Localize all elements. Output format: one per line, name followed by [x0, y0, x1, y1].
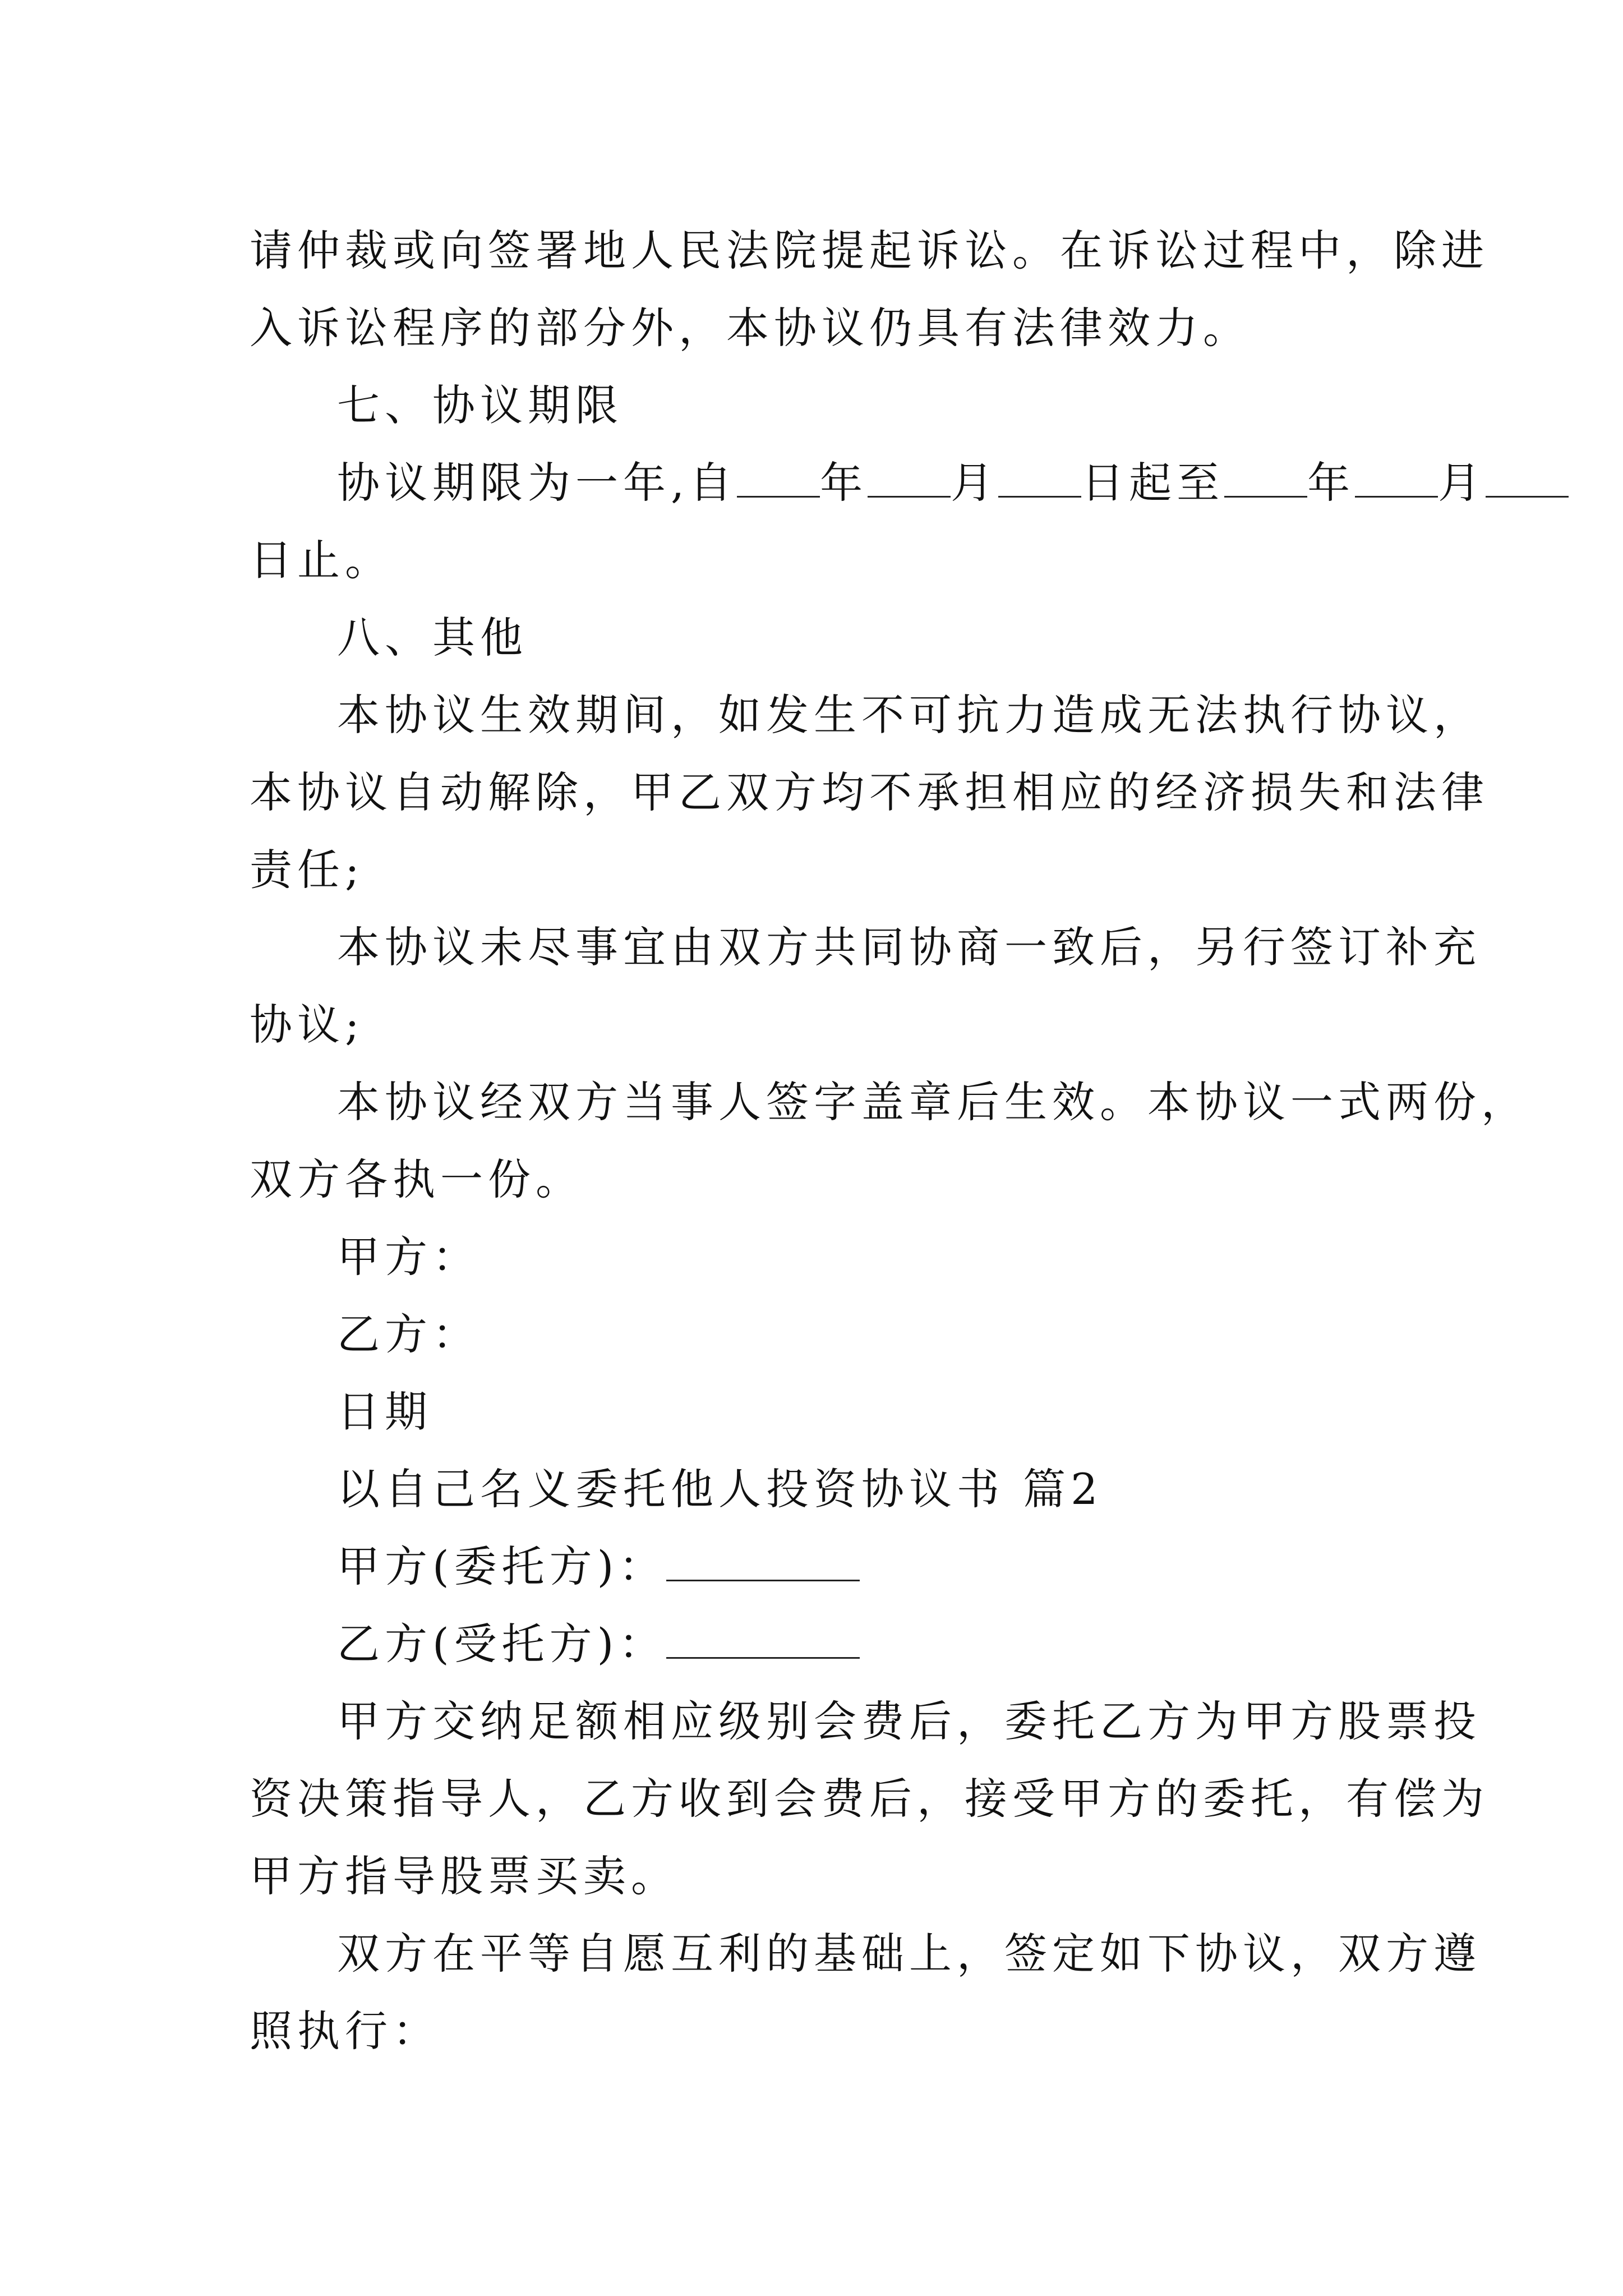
- paragraph-line: 双方在平等自愿互利的基础上，签定如下协议，双方遵: [337, 1929, 1481, 1978]
- paragraph-line: 请仲裁或向签署地人民法院提起诉讼。在诉讼过程中，除进: [250, 226, 1489, 275]
- paragraph-line: 日止。: [250, 535, 393, 585]
- paragraph-line: 责任;: [250, 845, 365, 895]
- section-heading-term: 七、协议期限: [337, 380, 623, 430]
- term-text: 日起至: [1081, 458, 1225, 508]
- paragraph-line: 双方各执一份。: [250, 1154, 583, 1204]
- paragraph-line: 本协议生效期间，如发生不可抗力造成无法执行协议，: [337, 690, 1481, 740]
- party-b-signature-label: 乙方：: [337, 1309, 480, 1359]
- term-period-line: [250, 444, 1486, 522]
- blank-field: [1355, 461, 1438, 498]
- paragraph-line: 甲方指导股票买卖。: [250, 1851, 679, 1901]
- blank-field: [666, 1545, 860, 1581]
- paragraph-line: 协议;: [250, 1000, 365, 1050]
- term-text: 协议期限为一年,自: [337, 458, 737, 508]
- document-title-part-2: 以自己名义委托他人投资协议书 篇2: [337, 1464, 1103, 1514]
- blank-field: [1486, 461, 1569, 498]
- paragraph-line: 资决策指导人，乙方收到会费后，接受甲方的委托，有偿为: [250, 1774, 1489, 1824]
- date-label: 日期: [337, 1387, 432, 1437]
- paragraph-line: 入诉讼程序的部分外，本协议仍具有法律效力。: [250, 303, 1251, 353]
- blank-field: [666, 1622, 860, 1659]
- term-text: 年: [820, 458, 868, 508]
- blank-field: [868, 461, 951, 498]
- section-heading-other: 八、其他: [337, 613, 528, 662]
- term-text: 月: [951, 458, 999, 508]
- paragraph-line: 本协议自动解除，甲乙双方均不承担相应的经济损失和法律: [250, 767, 1489, 817]
- party-a-line: [250, 1528, 1382, 1605]
- blank-field: [737, 461, 820, 498]
- paragraph-line: 照执行：: [250, 2006, 440, 2056]
- party-b-line: [250, 1605, 1382, 1683]
- blank-field: [1224, 461, 1307, 498]
- term-text: 年: [1307, 458, 1355, 508]
- party-a-signature-label: 甲方：: [337, 1232, 480, 1282]
- document-body: [250, 212, 1529, 2070]
- paragraph-line: 本协议经双方当事人签字盖章后生效。本协议一式两份，: [337, 1077, 1529, 1127]
- blank-field: [998, 461, 1081, 498]
- party-b-label: 乙方(受托方)：: [337, 1619, 667, 1669]
- term-text: 月: [1438, 458, 1486, 508]
- paragraph-line: 甲方交纳足额相应级别会费后，委托乙方为甲方股票投: [337, 1696, 1481, 1746]
- paragraph-line: 本协议未尽事宜由双方共同协商一致后，另行签订补充: [337, 922, 1481, 972]
- party-a-label: 甲方(委托方)：: [337, 1542, 667, 1591]
